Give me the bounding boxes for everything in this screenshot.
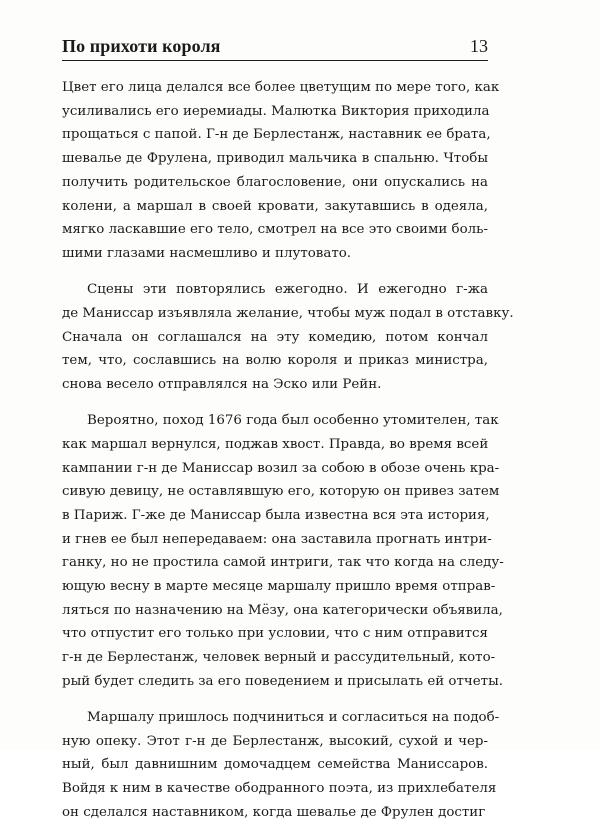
text-line: как маршал вернулся, поджав хвост. Правда, во время всей [62, 436, 489, 452]
text-line: Цвет его лица делался все более цветущим по мере того, как [62, 80, 500, 95]
text-line: ляться по назначению на Мёзу, она категорически объявила, [62, 602, 503, 618]
text-line: мягко ласкавшие его тело, смотрел на все это своими боль- [62, 222, 488, 238]
text-line: де Маниссар изъявляла желание, чтобы муж подал в отставку. [62, 305, 514, 321]
text-line: в Париж. Г-же де Маниссар была известна вся эта история, [62, 507, 490, 523]
text-line: ный, был давнишним домочадцем семейства Маниссаров. [62, 757, 488, 773]
text-line: тем, что, сославшись на волю короля и приказ министра, [62, 353, 488, 369]
paragraph [62, 706, 500, 825]
text-line: Сцены эти повторялись ежегодно. И ежегодно г-жа [87, 282, 488, 298]
text-line: сивую девицу, не оставлявшую его, которую он привез затем [62, 484, 500, 500]
text-line: получить родительское благословение, они опускались на [62, 174, 488, 190]
text-line: что отпустит его только при условии, что с ним отправится [62, 626, 488, 642]
running-header [62, 34, 488, 58]
text-line: ющую весну в марте месяце маршалу пришло время отправ- [62, 579, 496, 595]
text-line: Войдя к ним в качестве ободранного поэта, из прихлебателя [62, 781, 497, 797]
paragraph [62, 278, 514, 397]
text-line: рый будет следить за его поведением и присылать ей отчеты. [62, 673, 503, 689]
text-line: Сначала он соглашался на эту комедию, потом кончал [62, 329, 488, 345]
text-line: и гнев ее был непередаваем: она заставила прогнать интри- [62, 531, 492, 547]
paragraph [62, 76, 500, 266]
text-line: Маршалу пришлось подчиниться и согласиться на подоб- [87, 710, 500, 726]
running-title: По прихоти короля [62, 36, 221, 56]
text-line: прощаться с папой. Г-н де Берлестанж, наставник ее брата, [62, 127, 491, 143]
header-rule [62, 60, 488, 61]
body-text [62, 76, 514, 837]
text-line: колени, а маршал в своей кровати, закутавшись в одеяла, [62, 198, 488, 214]
text-line: кампании г-н де Маниссар возил за собою в обозе очень кра- [62, 460, 500, 476]
text-line: снова весело отправлялся на Эско или Рейн. [62, 376, 382, 392]
text-line: ганку, но не простила самой интриги, так что когда на следу- [62, 555, 504, 571]
page-number: 13 [470, 36, 488, 56]
text-line: шевалье де Фрулена, приводил мальчика в спальню. Чтобы [62, 151, 488, 167]
text-line: он сделался наставником, когда шевалье де Фрулен достиг [62, 804, 486, 820]
paragraph [62, 409, 504, 693]
text-line: Вероятно, поход 1676 года был особенно утомителен, так [87, 413, 499, 429]
text-line: усиливались его иеремиады. Малютка Виктория приходила [62, 103, 490, 119]
text-line: г-н де Берлестанж, человек верный и рассудительный, кото- [62, 650, 496, 666]
text-line: шими глазами насмешливо и плутовато. [62, 245, 352, 261]
text-line: ную опеку. Этот г-н де Берлестанж, высокий, сухой и чер- [62, 733, 488, 749]
